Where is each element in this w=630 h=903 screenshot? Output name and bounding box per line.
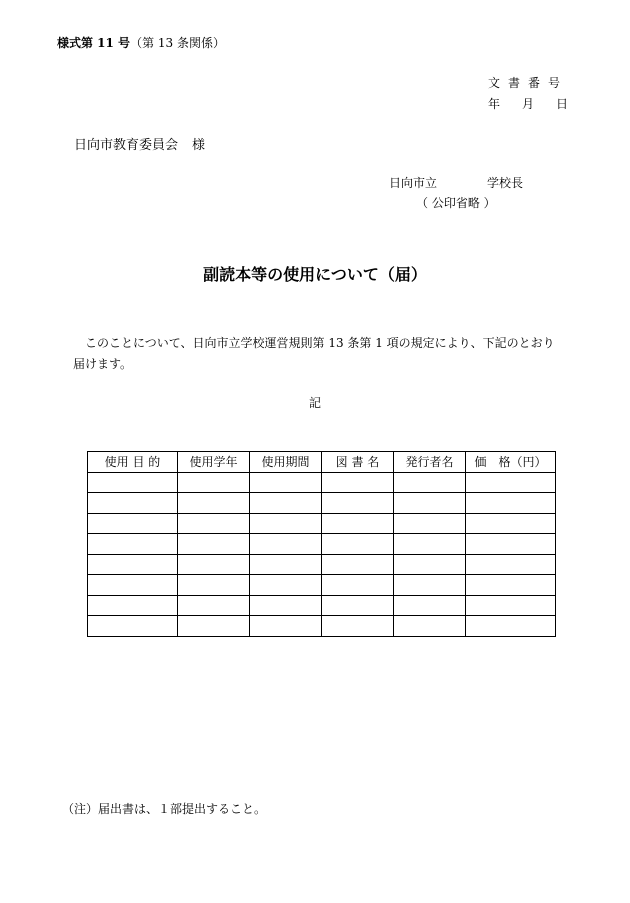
table-cell[interactable] [250, 575, 322, 596]
footnote: （注）届出書は、１部提出すること。 [62, 802, 267, 816]
table-cell[interactable] [466, 616, 556, 637]
table-row [88, 575, 556, 596]
date-day: 日 [555, 97, 568, 111]
addressee [74, 134, 205, 153]
table-row [88, 534, 556, 555]
header-period: 使用期間 [250, 452, 322, 473]
table-cell[interactable] [322, 493, 394, 514]
table-cell[interactable] [250, 493, 322, 514]
table-cell[interactable] [322, 575, 394, 596]
table-cell[interactable] [178, 534, 250, 555]
table-row [88, 493, 556, 514]
form-relation: （第 13 条関係） [130, 36, 225, 50]
form-number [57, 34, 225, 51]
table-cell[interactable] [178, 575, 250, 596]
table-cell[interactable] [322, 472, 394, 493]
table-cell[interactable] [178, 472, 250, 493]
table-cell[interactable] [394, 534, 466, 555]
table-cell[interactable] [250, 554, 322, 575]
table-cell[interactable] [394, 472, 466, 493]
table-cell[interactable] [178, 616, 250, 637]
sender-title: 学校長 [487, 176, 524, 190]
form-number-label: 様式第 11 号 [57, 36, 131, 50]
table-row [88, 513, 556, 534]
table-cell[interactable] [250, 616, 322, 637]
table-cell[interactable] [178, 554, 250, 575]
table-header-row [88, 452, 556, 473]
table-cell[interactable] [466, 513, 556, 534]
table-cell[interactable] [178, 595, 250, 616]
table-cell[interactable] [88, 493, 178, 514]
table-cell[interactable] [466, 472, 556, 493]
table-row [88, 595, 556, 616]
table-cell[interactable] [322, 595, 394, 616]
table-cell[interactable] [250, 534, 322, 555]
document-number-label: 文書番号 [487, 76, 568, 90]
table-cell[interactable] [322, 534, 394, 555]
date-month: 月 [521, 97, 534, 111]
table-cell[interactable] [88, 554, 178, 575]
detail-table [87, 451, 556, 637]
ki-marker: 記 [308, 396, 321, 410]
table-row [88, 554, 556, 575]
date-year: 年 [487, 97, 500, 111]
table-cell[interactable] [322, 554, 394, 575]
table-cell[interactable] [250, 472, 322, 493]
table-cell[interactable] [394, 575, 466, 596]
table-cell[interactable] [466, 554, 556, 575]
table-cell[interactable] [88, 534, 178, 555]
table-cell[interactable] [322, 513, 394, 534]
header-price: 価 格（円） [466, 452, 556, 473]
table-cell[interactable] [250, 595, 322, 616]
table-cell[interactable] [88, 575, 178, 596]
table-cell[interactable] [322, 616, 394, 637]
header-publisher: 発行者名 [394, 452, 466, 473]
table-cell[interactable] [394, 595, 466, 616]
table-cell[interactable] [88, 616, 178, 637]
table-cell[interactable] [394, 493, 466, 514]
table-cell[interactable] [394, 616, 466, 637]
addressee-name: 日向市教育委員会 [74, 138, 179, 153]
sender-city: 日向市立 [389, 176, 438, 190]
table-cell[interactable] [178, 513, 250, 534]
table-row [88, 616, 556, 637]
addressee-honorific: 様 [192, 138, 206, 153]
table-cell[interactable] [394, 554, 466, 575]
header-book-title: 図 書 名 [322, 452, 394, 473]
table-cell[interactable] [394, 513, 466, 534]
date-line [488, 95, 568, 112]
header-purpose: 使用 目 的 [88, 452, 178, 473]
table-cell[interactable] [466, 575, 556, 596]
seal-note: （ 公印省略 ） [416, 196, 496, 210]
header-grade: 使用学年 [178, 452, 250, 473]
table-cell[interactable] [178, 493, 250, 514]
table-cell[interactable] [250, 513, 322, 534]
table-row [88, 472, 556, 493]
sender [389, 174, 523, 191]
table-cell[interactable] [466, 595, 556, 616]
document-title: 副読本等の使用について（届） [203, 265, 427, 284]
body-text: このことについて、日向市立学校運営規則第 13 条第 1 項の規定により、下記のとおり届けます。 [73, 336, 555, 371]
table-cell[interactable] [88, 513, 178, 534]
table-cell[interactable] [466, 534, 556, 555]
table-cell[interactable] [88, 595, 178, 616]
table-cell[interactable] [88, 472, 178, 493]
table-cell[interactable] [466, 493, 556, 514]
